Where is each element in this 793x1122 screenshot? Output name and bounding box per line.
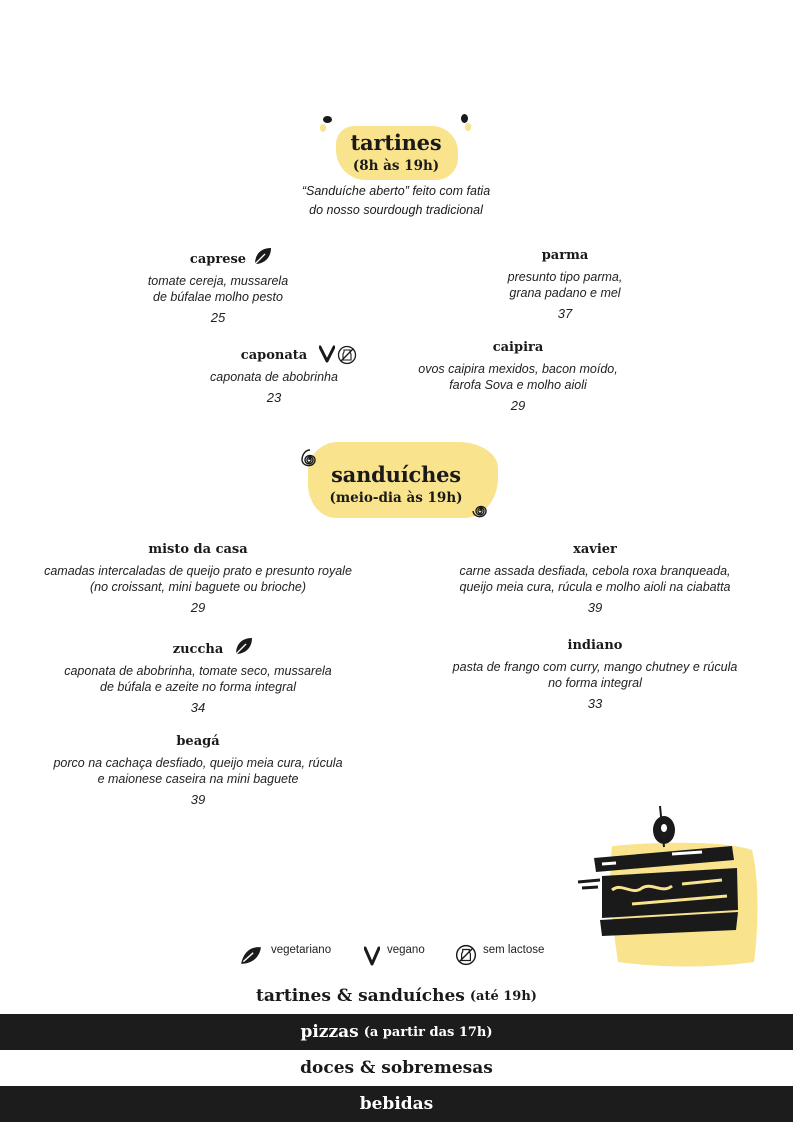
item-desc-line-1: tomate cereja, mussarela [147,274,289,288]
menu-item-parma [445,248,685,321]
decorative-dot-right [461,114,468,123]
item-price: 39 [190,792,206,807]
item-name: xavier [573,542,617,557]
item-desc-line-2: farofa Sova e molho aioli [449,378,587,392]
lactose-free-icon [455,944,477,970]
tartines-subtitle: (8h às 19h) [352,158,440,174]
nav-doces-sobremesas[interactable] [0,1050,793,1086]
sanduiches-title: sanduíches [331,462,461,487]
menu-item-caponata [154,344,394,405]
item-name: parma [541,248,589,263]
legend-vegan-label: vegano [387,944,425,956]
sanduiches-subtitle: (meio-dia às 19h) [329,490,463,506]
item-desc-line-1: camadas intercaladas de queijo prato e presunto royale [44,564,352,578]
menu-item-caipira [398,340,638,413]
leaf-icon [252,246,272,270]
item-desc-line-1: pasta de frango com curry, mango chutney e rúcula [452,660,738,674]
nav-tartines-label: tartines & sanduíches [256,986,465,1006]
menu-item-zuccha [38,638,358,715]
item-desc-line-2: (no croissant, mini baguete ou brioche) [89,580,307,594]
leaf-icon [233,636,253,660]
item-price: 25 [210,310,226,325]
tartines-title: tartines [350,130,442,155]
item-desc-line-2: de búfalae molho pesto [153,290,283,304]
item-name: zuccha [172,642,224,657]
item-desc-line-2: de búfala e azeite no forma integral [100,680,296,694]
item-desc-line-2: grana padano e mel [509,286,621,300]
nav-tartines-hours: (até 19h) [469,988,537,1004]
nav-doces-label: doces & sobremesas [300,1058,493,1078]
vegan-icon [364,946,380,970]
item-name: caponata [240,348,308,363]
lactose-free-icon [337,345,357,369]
menu-item-misto-da-casa [38,542,358,615]
menu-item-indiano [435,638,755,711]
item-desc-line-1: caponata de abobrinha [210,370,338,384]
sandwich-illustration [572,802,762,976]
item-desc-line-1: carne assada desfiada, cebola roxa branqueada, [459,564,731,578]
nav-pizzas-label: pizzas [300,1022,359,1042]
item-price: 34 [190,700,206,715]
item-price: 33 [587,696,603,711]
menu-item-caprese [98,248,338,325]
menu-item-beaga [38,734,358,807]
nav-bebidas-label: bebidas [359,1094,434,1114]
leaf-icon [240,944,262,970]
item-price: 29 [510,398,526,413]
nav-bebidas[interactable] [0,1086,793,1122]
nav-pizzas[interactable] [0,1014,793,1050]
tartines-intro [246,182,546,220]
item-price: 23 [266,390,282,405]
nav-pizzas-hours: (a partir das 17h) [363,1024,493,1040]
nav-tartines-sanduiches[interactable] [0,978,793,1014]
item-name: caipira [492,340,544,355]
item-desc-line-1: caponata de abobrinha, tomate seco, mussarela [64,664,332,678]
item-name: beagá [176,734,220,749]
item-desc-line-2: queijo meia cura, rúcula e molho aioli na ciabatta [459,580,731,594]
item-name: caprese [189,252,247,267]
vegan-icon [319,345,335,367]
item-desc-line-1: porco na cachaça desfiado, queijo meia cura, rúcula [53,756,343,770]
menu-item-xavier [435,542,755,615]
legend-lactose-free-label: sem lactose [483,944,545,956]
item-name: misto da casa [148,542,248,557]
item-desc-line-1: ovos caipira mexidos, bacon moído, [418,362,618,376]
item-price: 39 [587,600,603,615]
tartines-intro-line-2: do nosso sourdough tradicional [309,203,483,217]
item-desc-line-1: presunto tipo parma, [507,270,623,284]
item-price: 37 [557,306,573,321]
item-desc-line-2: e maionese caseira na mini baguete [97,772,299,786]
item-name: indiano [567,638,623,653]
item-price: 29 [190,600,206,615]
decorative-dot-left [323,116,332,123]
legend-vegetarian-label: vegetariano [271,944,332,956]
item-desc-line-2: no forma integral [548,676,642,690]
tartines-intro-line-1: “Sanduíche aberto” feito com fatia [301,184,491,198]
